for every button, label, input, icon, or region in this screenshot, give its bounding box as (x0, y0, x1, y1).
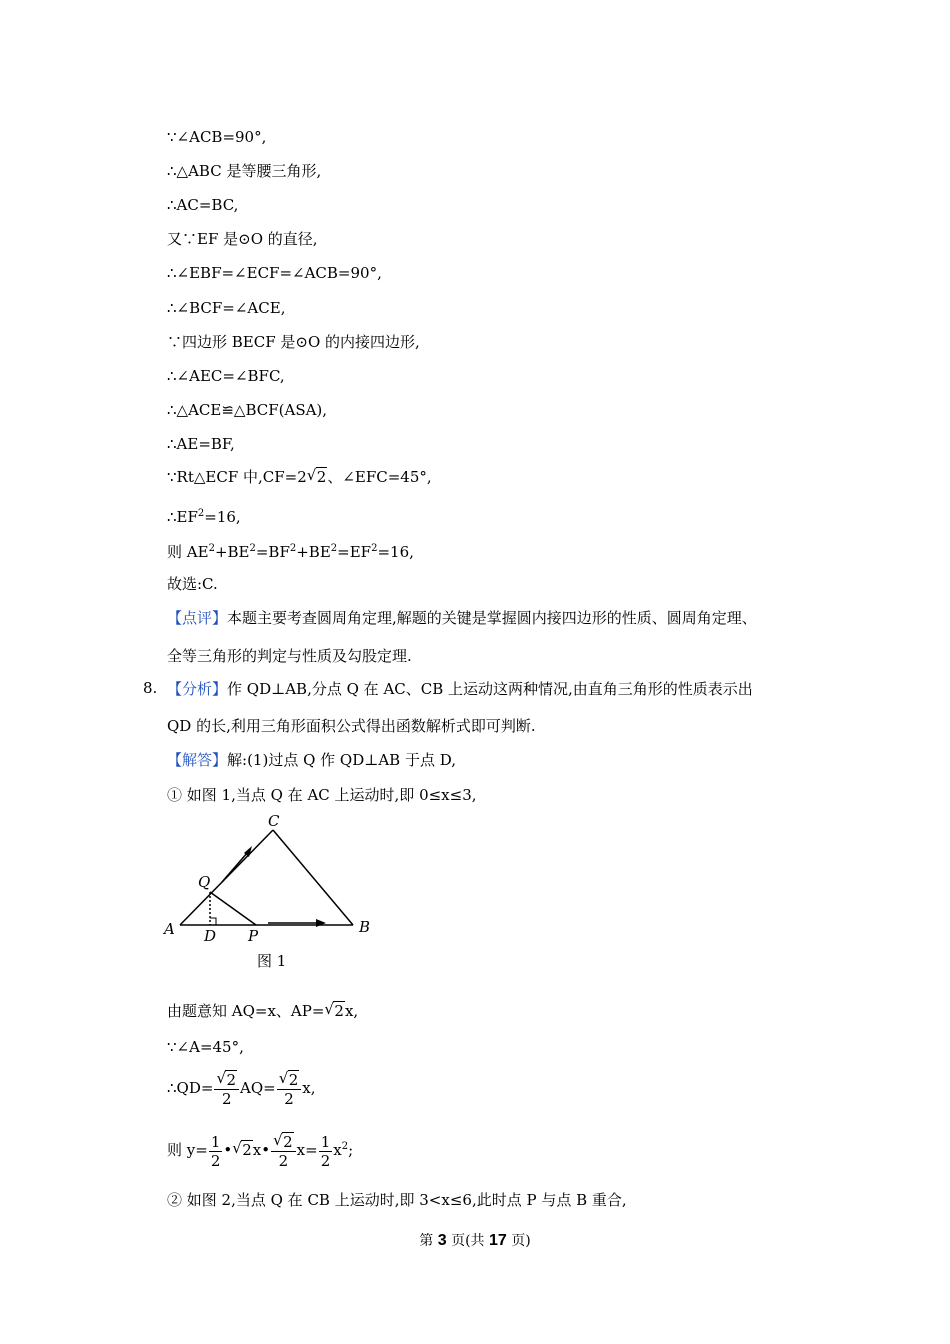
answer-tag: 【解答】 (167, 751, 228, 769)
page-total: 17 (489, 1232, 507, 1249)
label-d: D (204, 927, 217, 945)
text-line: ∴∠AEC=∠BFC, (167, 367, 285, 385)
angle-line: ∵∠A=45°, (167, 1038, 244, 1056)
label-p: P (248, 927, 259, 945)
sqrt-expr: √ 2 (306, 466, 327, 486)
question-number: 8. (143, 679, 158, 697)
fraction: $\frac{1}{2}$ (320, 1132, 331, 1170)
y-formula-line: 则 y= $\frac{1}{2}$ • √ 2x• √ 2 2 x= $\frac{1}{2}$ $x^2$; (167, 1130, 354, 1170)
analysis-tag: 【分析】 (167, 680, 228, 698)
figure-caption: 图 1 (257, 952, 287, 970)
text-line: ∵∠ACB=90°, (167, 128, 267, 146)
figure-1-diagram (160, 810, 390, 950)
fraction: √ 2 2 (271, 1133, 296, 1170)
fraction: $\frac{1}{2}$ (210, 1132, 221, 1170)
text-line: 又∵EF 是⊙O 的直径, (167, 230, 318, 248)
segment-qp (210, 892, 256, 925)
segment-cb (273, 830, 353, 925)
comment-tag: 【点评】 (167, 609, 228, 627)
fraction: √ 2 2 (214, 1071, 239, 1108)
fraction: √ 2 2 (277, 1071, 302, 1108)
text-line: ∴AC=BC, (167, 196, 239, 214)
choice-line: 故选:C. (167, 575, 218, 593)
page-footer: 第 3 页(共 17 页) (419, 1232, 531, 1249)
comment-line-2: 全等三角形的判定与性质及勾股定理. (167, 647, 412, 665)
right-angle-mark (210, 918, 216, 925)
text-line: ∴∠BCF=∠ACE, (167, 299, 286, 317)
text-line: ∴∠EBF=∠ECF=∠ACB=90°, (167, 264, 382, 282)
analysis-line-2: QD 的长,利用三角形面积公式得出函数解析式即可判断. (167, 717, 536, 735)
case-1-line: ① 如图 1,当点 Q 在 AC 上运动时,即 0≤x≤3, (167, 786, 477, 804)
label-b: B (359, 918, 371, 936)
text-line: ∴AE=BF, (167, 435, 235, 453)
text-line: ∵四边形 BECF 是⊙O 的内接四边形, (167, 333, 420, 351)
answer-line: 【解答】解:(1)过点 Q 作 QD⊥AB 于点 D, (167, 751, 457, 769)
ef-squared-line: $\therefore EF^2=16$, (167, 508, 241, 526)
ae-be-sum-line: 则 $AE^2+BE^2=BF^2+BE^2=EF^2=16$, (167, 543, 414, 561)
case-2-line: ② 如图 2,当点 Q 在 CB 上运动时,即 3<x≤6,此时点 P 与点 B 重合, (167, 1191, 627, 1209)
label-q: Q (198, 873, 211, 891)
comment-line-1: 【点评】本题主要考查圆周角定理,解题的关键是掌握圆内接四边形的性质、圆周角定理、 (167, 609, 757, 627)
arrow-up (222, 852, 248, 882)
text-line: ∴△ABC 是等腰三角形, (167, 162, 322, 180)
text-line: ∴△ACE≌△BCF(ASA), (167, 401, 328, 419)
analysis-line-1: 【分析】作 QD⊥AB,分点 Q 在 AC、CB 上运动这两种情况,由直角三角形的性质表示出 (167, 680, 753, 698)
rt-triangle-line: ∵Rt△ECF 中,CF=2 √ 2、∠EFC=45°, (167, 466, 432, 486)
arrowhead-right (316, 919, 326, 927)
qd-formula-line: ∴QD= √ 2 2 AQ= √ 2 2 x, (167, 1068, 316, 1108)
label-c: C (268, 812, 280, 830)
label-a: A (164, 920, 175, 938)
page-number: 3 (437, 1232, 447, 1249)
known-line: 由题意知 AQ=x、AP= √ 2x, (167, 1000, 359, 1020)
